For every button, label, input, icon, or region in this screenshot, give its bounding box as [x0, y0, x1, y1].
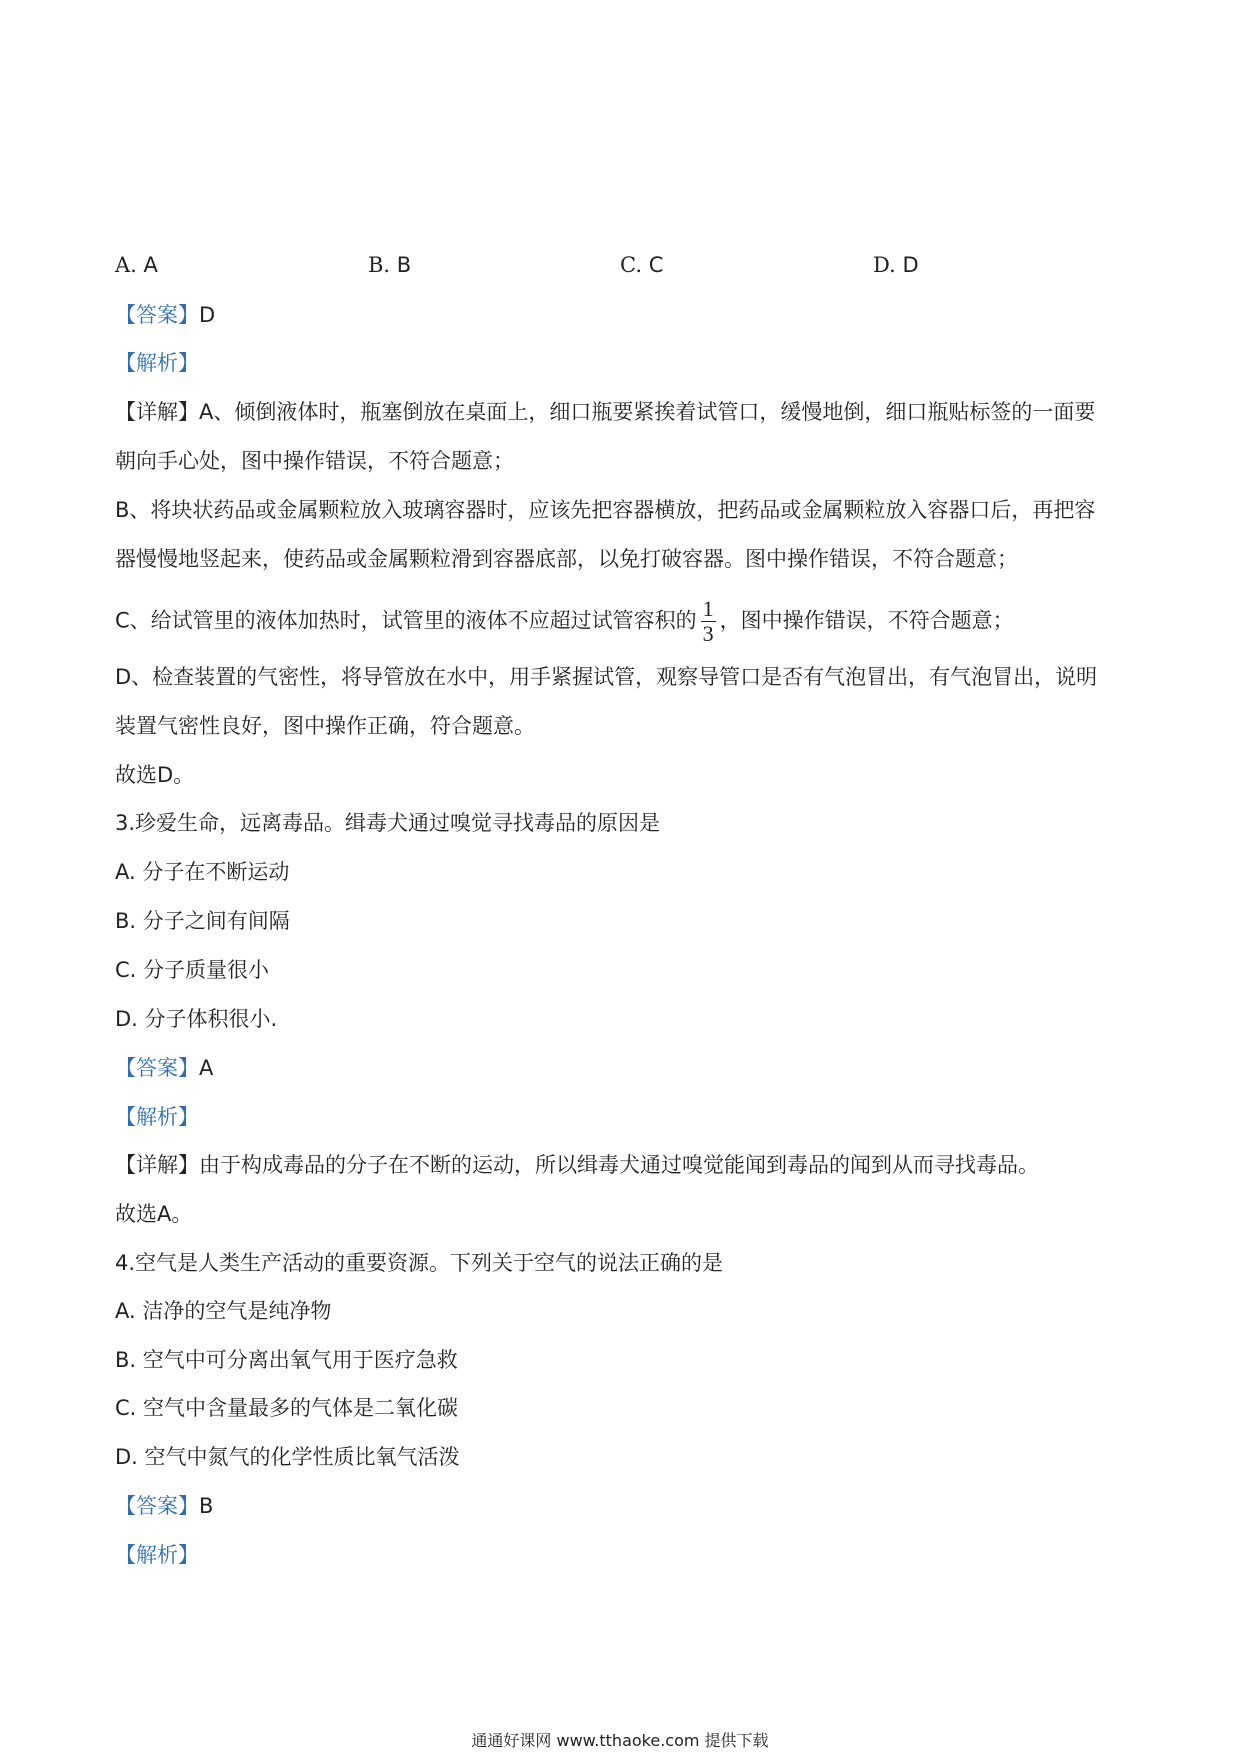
q2-detail-line-d1: D、检查装置的气密性，将导管放在水中，用手紧握试管，观察导管口是否有气泡冒出，有气泡冒出，说明 [115, 665, 1098, 689]
q4-option-a: A. 洁净的空气是纯净物 [115, 1299, 332, 1323]
q2-detail-line-1: 【详解】A、倾倒液体时，瓶塞倒放在桌面上，细口瓶要紧挨着试管口，缓慢地倒，细口瓶贴标签的一面要 [115, 400, 1096, 424]
q3-detail: 【详解】由于构成毒品的分子在不断的运动，所以缉毒犬通过嗅觉能闻到毒品的闻到从而寻找毒品。 [115, 1153, 1039, 1177]
q2-detail-line-2: 朝向手心处，图中操作错误，不符合题意； [115, 449, 514, 473]
q3-question: 3.珍爱生命，远离毒品。缉毒犬通过嗅觉寻找毒品的原因是 [115, 811, 661, 835]
q4-analysis-label: 【解析】 [115, 1543, 199, 1567]
q2-detail-line-d2: 装置气密性良好，图中操作正确，符合题意。 [115, 714, 535, 738]
q2-option-c: C. C [620, 253, 664, 277]
q2-detail-line-3: B、将块状药品或金属颗粒放入玻璃容器时，应该先把容器横放，把药品或金属颗粒放入容器口后，再把容 [115, 498, 1096, 522]
q3-analysis-label: 【解析】 [115, 1105, 199, 1129]
q2-answer: 【答案】D [115, 303, 216, 327]
q2-option-a: A. A [115, 253, 158, 277]
fraction-one-third: $\frac{1}{3}$ [702, 596, 714, 646]
q3-conclusion: 故选A。 [115, 1202, 193, 1226]
q3-option-a: A. 分子在不断运动 [115, 860, 290, 884]
page-footer: 通通好课网 www.tthaoke.com 提供下载 [471, 1731, 769, 1750]
q3-answer: 【答案】A [115, 1056, 214, 1080]
q2-option-d: D. D [873, 253, 919, 277]
q3-option-d: D. 分子体积很小. [115, 1007, 278, 1031]
q3-option-b: B. 分子之间有间隔 [115, 909, 290, 933]
q4-option-b: B. 空气中可分离出氧气用于医疗急救 [115, 1348, 458, 1372]
q2-detail-line-4: 器慢慢地竖起来，使药品或金属颗粒滑到容器底部，以免打破容器。图中操作错误，不符合题意； [115, 547, 1018, 571]
q4-question: 4.空气是人类生产活动的重要资源。下列关于空气的说法正确的是 [115, 1251, 724, 1275]
q4-answer: 【答案】B [115, 1494, 214, 1518]
q4-option-c: C. 空气中含量最多的气体是二氧化碳 [115, 1396, 459, 1420]
q2-options [115, 253, 1015, 283]
q2-detail-line-c: C、给试管里的液体加热时，试管里的液体不应超过试管容积的 $\frac{1}{3}$ ，图中操作错误，不符合题意； [115, 596, 1014, 646]
q3-option-c: C. 分子质量很小 [115, 958, 270, 982]
q2-conclusion: 故选D。 [115, 763, 195, 787]
q2-analysis-label: 【解析】 [115, 351, 199, 375]
q2-option-b: B. B [368, 253, 412, 277]
q4-option-d: D. 空气中氮气的化学性质比氧气活泼 [115, 1445, 460, 1469]
